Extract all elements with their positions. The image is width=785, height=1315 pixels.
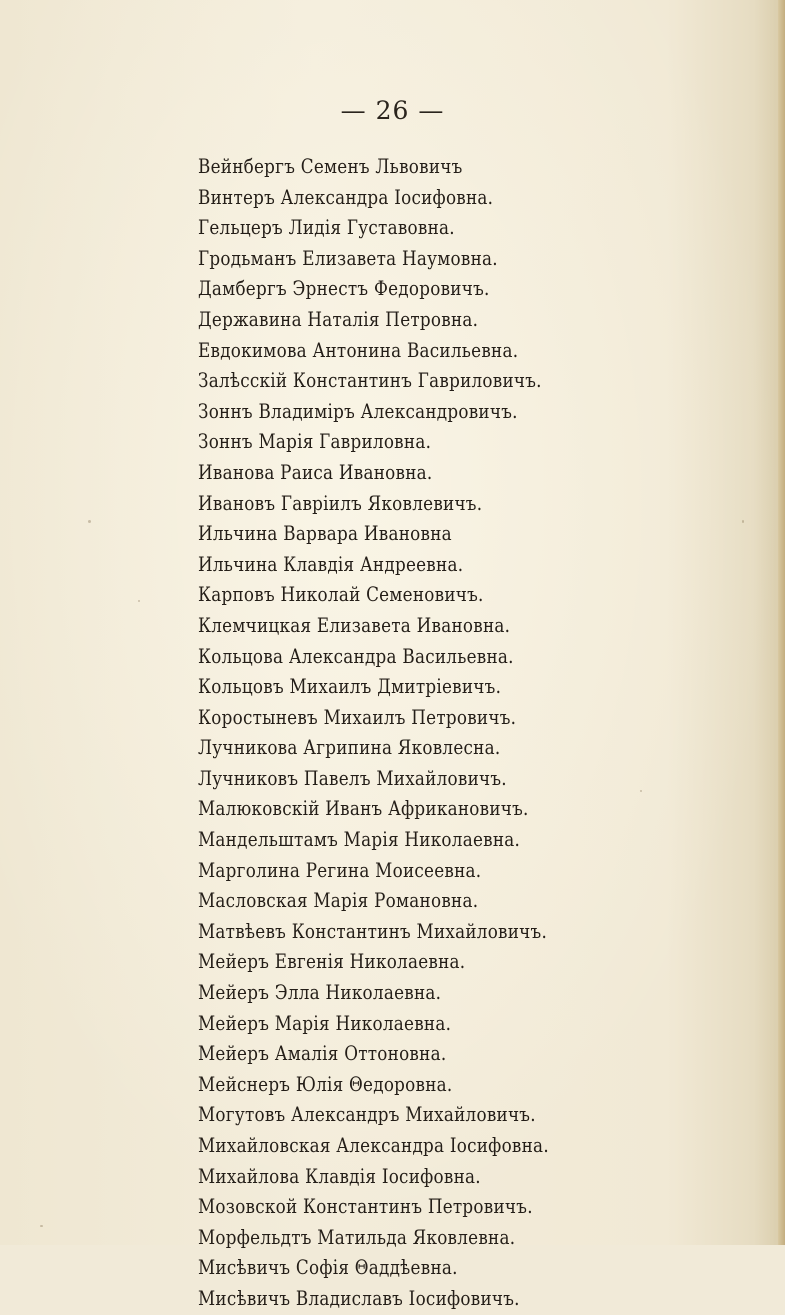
name-entry: Михайловская Александра Іосифовна. [198,1134,549,1157]
paper-speck [88,520,91,523]
name-entry: Державина Наталія Петровна. [198,307,479,331]
name-list [198,152,606,1315]
name-entry: Кольцова Александра Васильевна. [198,644,514,668]
name-entry: Клемчицкая Елизавета Ивановна. [198,613,511,637]
page-edge [778,0,785,1245]
name-entry: Зоннъ Владиміръ Александровичъ. [198,399,518,423]
name-entry: Михайлова Клавдія Іосифовна. [198,1164,481,1188]
name-entry: Ивановъ Гавріилъ Яковлевичъ. [198,491,483,515]
paper-speck [138,600,140,602]
name-entry: Малюковскій Иванъ Африкановичъ. [198,797,529,821]
name-entry: Матвѣевъ Константинъ Михайловичъ. [198,919,548,943]
name-entry: Морфельдтъ Матильда Яковлевна. [198,1225,516,1249]
paper-speck [640,790,642,792]
name-entry: Иванова Раиса Ивановна. [198,460,433,484]
name-entry: Мейеръ Марія Николаевна. [198,1011,452,1035]
name-entry: Лучникова Агрипина Яковлесна. [198,736,501,760]
name-entry: Ильчина Варвара Ивановна [198,522,452,546]
paper-speck [40,1225,43,1227]
name-entry: Ильчина Клавдія Андреевна. [198,552,464,576]
name-entry: Евдокимова Антонина Васильевна. [198,338,519,362]
name-entry: Гродьманъ Елизавета Наумовна. [198,246,498,270]
name-entry: Мисѣвичъ Софія Θаддѣевна. [198,1256,458,1280]
name-entry: Кольцовъ Михаилъ Дмитріевичъ. [198,675,502,699]
name-entry: Мейснеръ Юлія Θедоровна. [198,1072,453,1096]
name-entry: Залѣсскій Константинъ Гавриловичъ. [198,369,542,393]
name-entry: Могутовъ Александръ Михайловичъ. [198,1103,536,1127]
name-entry: Мейеръ Амалія Оттоновна. [198,1042,447,1066]
name-entry: Карповъ Николай Семеновичъ. [198,583,484,607]
name-entry: Лучниковъ Павелъ Михайловичъ. [198,766,507,790]
paper-speck [742,520,744,523]
name-entry: Коростыневъ Михаилъ Петровичъ. [198,705,517,729]
name-entry: Мейеръ Евгенія Николаевна. [198,950,466,974]
name-entry: Вейнбергъ Семенъ Львовичъ [198,155,463,178]
name-entry: Мисѣвичъ Владиславъ Іосифовичъ. [198,1286,520,1310]
page-number: — 26 — [340,96,445,125]
name-entry: Гельцеръ Лидія Густавовна. [198,216,455,240]
name-entry: Мозовской Константинъ Петровичъ. [198,1195,533,1219]
name-entry: Масловская Марія Романовна. [198,889,479,913]
name-entry: Винтеръ Александра Іосифовна. [198,185,494,209]
name-entry: Мейеръ Элла Николаевна. [198,981,442,1005]
name-entry: Мандельштамъ Марія Николаевна. [198,828,521,852]
name-entry: Дамбергъ Эрнестъ Федоровичъ. [198,277,490,301]
name-entry: Марголина Регина Моисеевна. [198,858,482,882]
name-entry: Зоннъ Марія Гавриловна. [198,430,432,454]
